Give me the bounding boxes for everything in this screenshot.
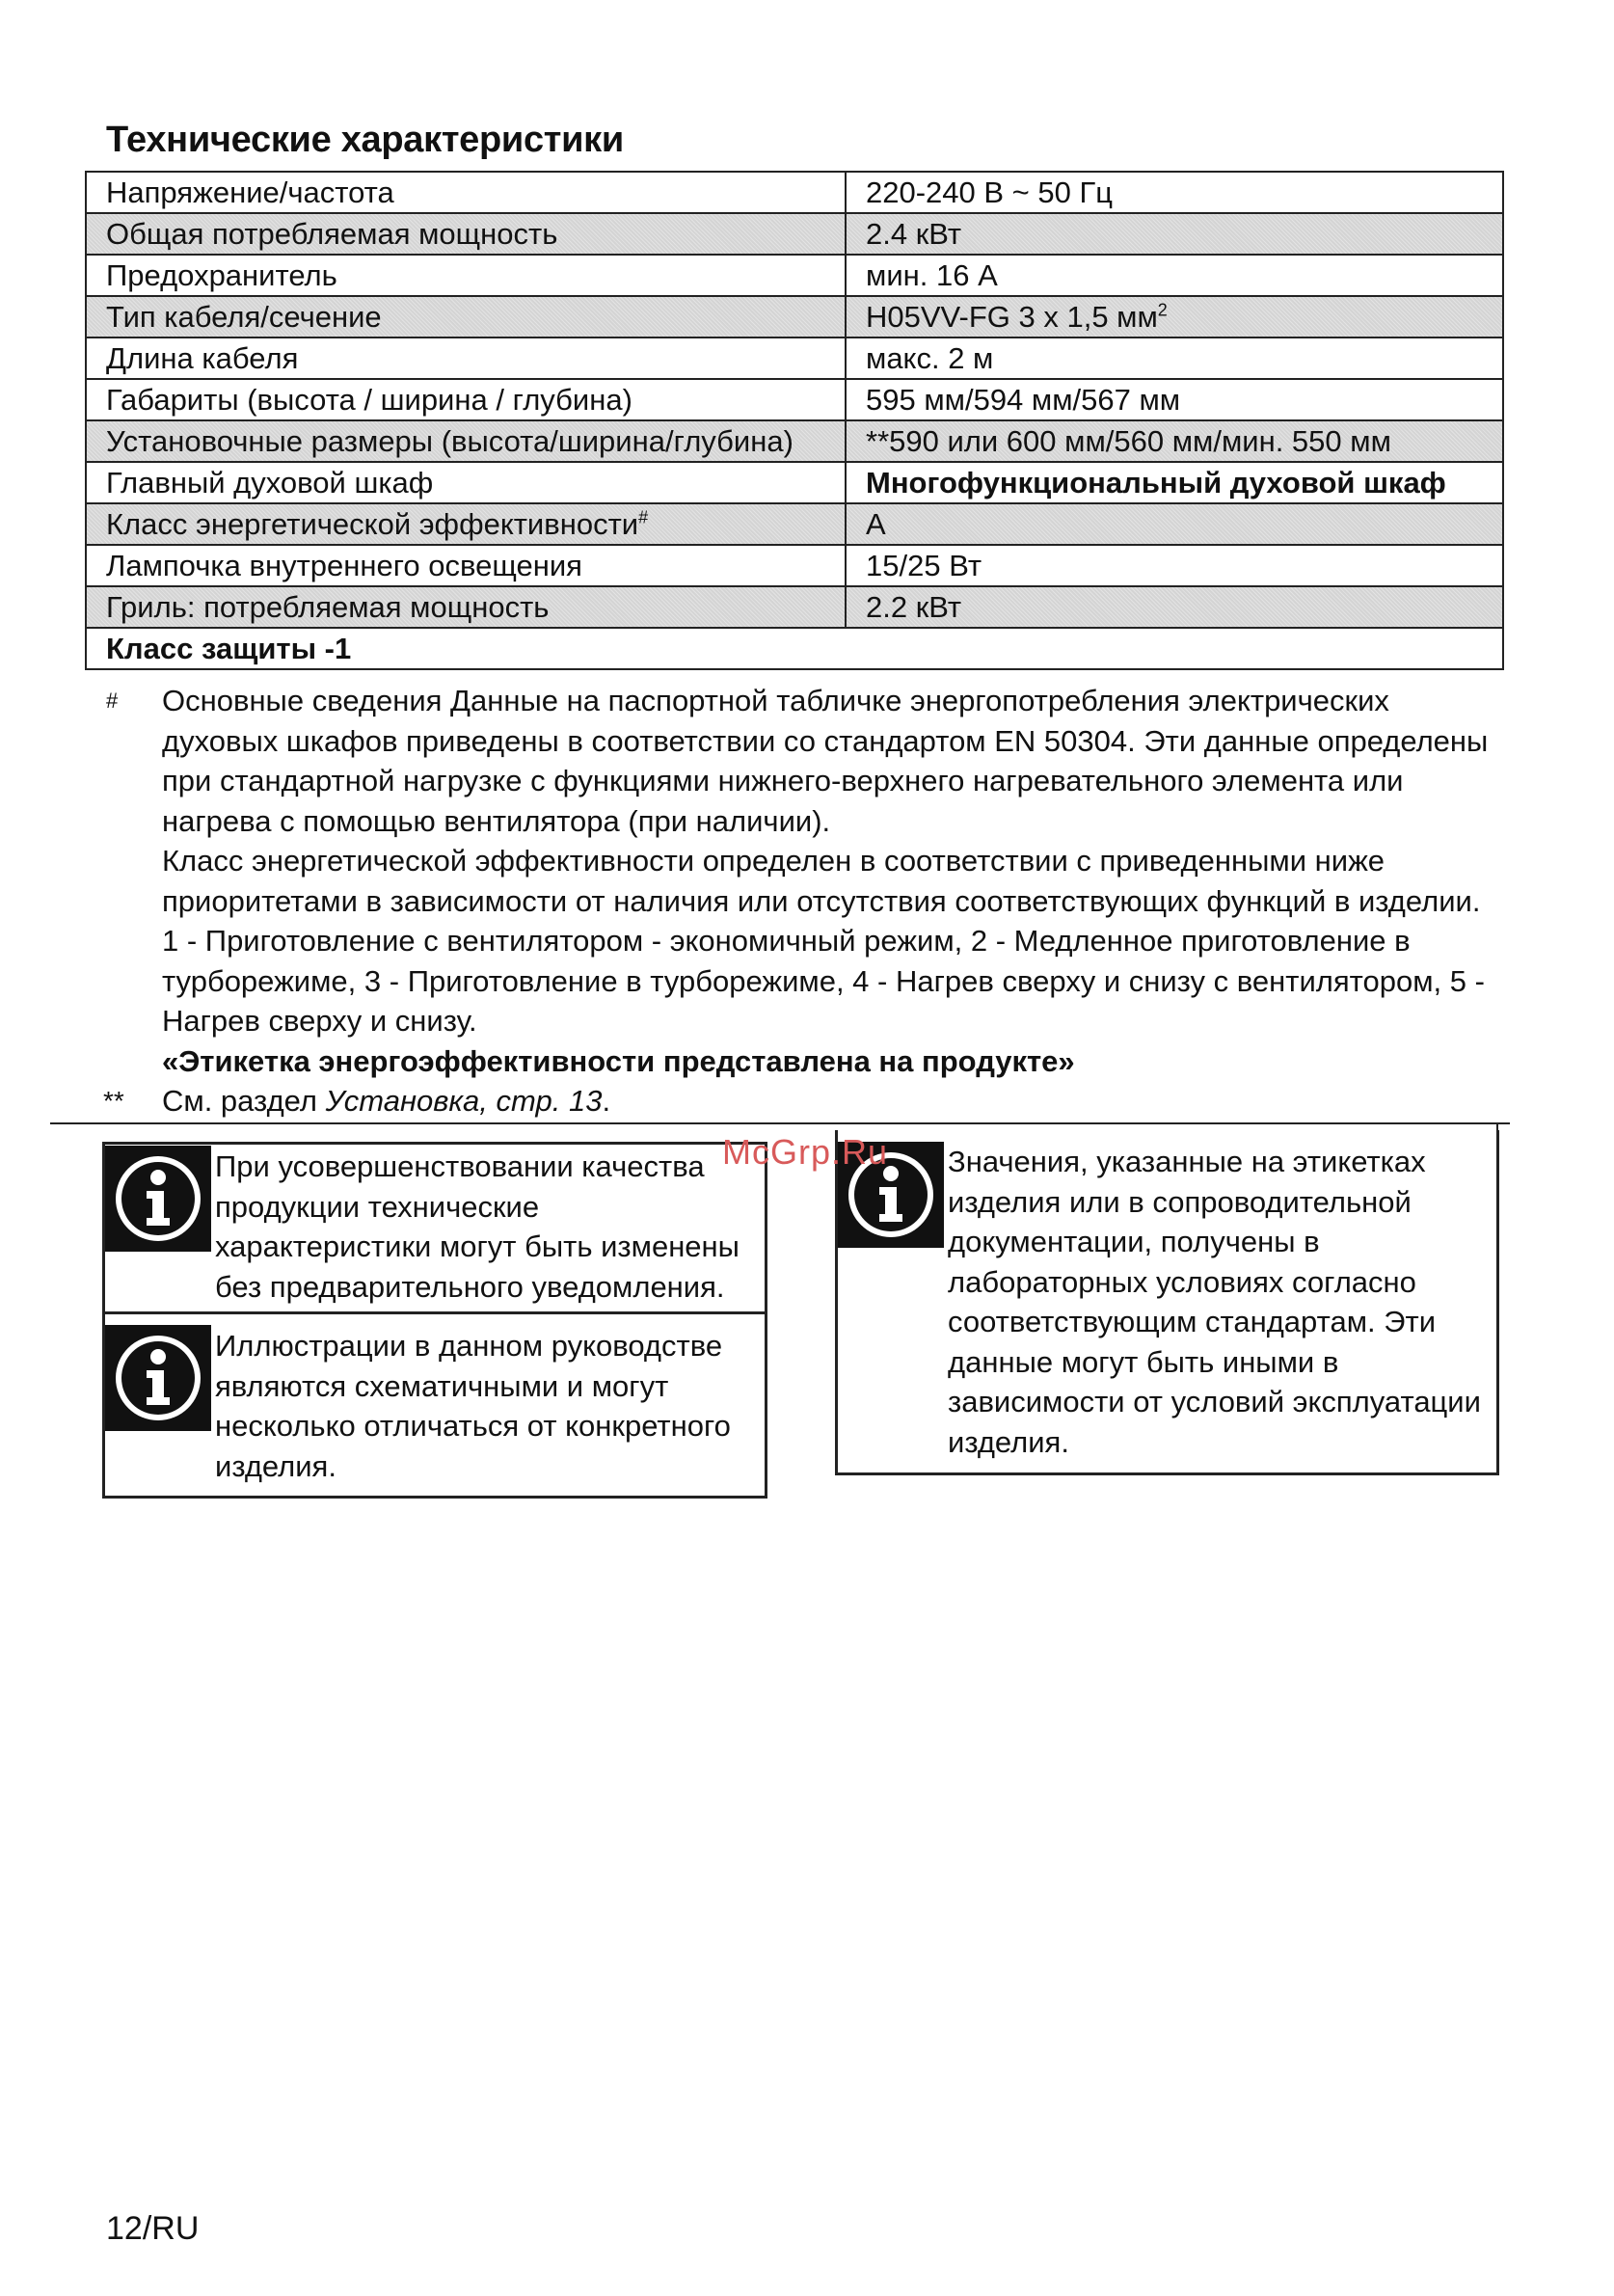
spec-value: **590 или 600 мм/560 мм/мин. 550 мм xyxy=(846,420,1503,462)
notes-box-right xyxy=(835,1130,1499,1475)
energy-label-note: «Этикетка энергоэффективности представлена на продукте» xyxy=(162,1043,1075,1078)
spec-value: A xyxy=(846,503,1503,545)
info-icon xyxy=(105,1325,211,1431)
note-illustrations-text: Иллюстрации в данном руководстве являются схематичными и могут несколько отличаться от конкретного изделия. xyxy=(215,1329,731,1483)
note-label-values xyxy=(838,1130,1496,1462)
spec-row xyxy=(86,213,1503,255)
spec-row xyxy=(86,420,1503,462)
info-icon xyxy=(105,1146,211,1252)
spec-label: Установочные размеры (высота/ширина/глубина) xyxy=(86,420,846,462)
note-illustrations xyxy=(105,1314,765,1486)
footnote-hash-text-2: Класс энергетической эффективности определен в соответствии с приведенными ниже приоритетами в зависимости от наличия или отсутствия соответствующих функций в изделии. 1 - Приготовление с вентилятором - экономичный режим, 2 - Медленное приготовление в турборежиме, 3 - Приготовление в турборежиме, 4 - Нагрев сверху и снизу с вентилятором, 5 - Нагрев сверху и снизу. xyxy=(162,844,1485,1038)
spec-row xyxy=(86,545,1503,586)
spec-row xyxy=(86,296,1503,338)
spec-label: Класс энергетической эффективности# xyxy=(86,503,846,545)
spec-label: Длина кабеля xyxy=(86,338,846,379)
spec-row xyxy=(86,172,1503,213)
spec-value: 595 мм/594 мм/567 мм xyxy=(846,379,1503,420)
page-title: Технические характеристики xyxy=(106,120,624,160)
footnote-star xyxy=(103,1081,1494,1121)
spec-label: Общая потребляемая мощность xyxy=(86,213,846,255)
page-number: 12/RU xyxy=(106,2210,200,2247)
watermark: McGrp.Ru xyxy=(722,1132,889,1172)
spec-row-protection-class xyxy=(86,628,1503,669)
spec-value: мин. 16 А xyxy=(846,255,1503,296)
spec-value: 2.2 кВт xyxy=(846,586,1503,628)
protection-class: Класс защиты -1 xyxy=(86,628,1503,669)
spec-row xyxy=(86,338,1503,379)
spec-label: Предохранитель xyxy=(86,255,846,296)
spec-label: Лампочка внутреннего освещения xyxy=(86,545,846,586)
footnote-star-mark: ** xyxy=(103,1086,124,1116)
note-label-values-text: Значения, указанные на этикетках изделия или в сопроводительной документации, получены в лабораторных условиях согласно соответствующим стандартам. Эти данные могут быть иными в зависимости от условий эксплуатации изделия. xyxy=(948,1145,1481,1459)
footnote-star-suffix: . xyxy=(602,1084,611,1118)
spec-row xyxy=(86,255,1503,296)
spec-value: Многофункциональный духовой шкаф xyxy=(846,462,1503,503)
spec-value: H05VV-FG 3 x 1,5 $мм^2$ xyxy=(846,296,1503,338)
spec-value: 2.4 кВт xyxy=(846,213,1503,255)
spec-row xyxy=(86,379,1503,420)
spec-value: макс. 2 м xyxy=(846,338,1503,379)
footnote-star-ref: Установка, стр. 13 xyxy=(325,1084,603,1118)
spec-row xyxy=(86,503,1503,545)
footnote-hash-mark: # xyxy=(106,689,119,713)
spec-row xyxy=(86,462,1503,503)
spec-label: Гриль: потребляемая мощность xyxy=(86,586,846,628)
spec-label: Главный духовой шкаф xyxy=(86,462,846,503)
notes-box-left xyxy=(102,1142,767,1499)
spec-table xyxy=(85,171,1504,670)
footnote-hash-text-1: Основные сведения Данные на паспортной табличке энергопотребления электрических духовых шкафов приведены в соответствии со стандартом EN 50304. Эти данные определены при стандартной нагрузке с функциями нижнего-верхнего нагревательного элемента или нагрева с помощью вентилятора (при наличии). xyxy=(162,684,1489,838)
spec-label: Тип кабеля/сечение xyxy=(86,296,846,338)
spec-value: 220-240 В ~ 50 Гц xyxy=(846,172,1503,213)
section-divider xyxy=(50,1122,1510,1124)
note-improvements-text: При усовершенствовании качества продукции технические характеристики могут быть изменены без предварительного уведомления. xyxy=(215,1149,740,1304)
spec-label: Габариты (высота / ширина / глубина) xyxy=(86,379,846,420)
footnote-hash xyxy=(106,681,1494,1081)
spec-value: 15/25 Вт xyxy=(846,545,1503,586)
footnote-star-prefix: См. раздел xyxy=(162,1084,326,1118)
spec-label: Напряжение/частота xyxy=(86,172,846,213)
spec-row xyxy=(86,586,1503,628)
note-improvements xyxy=(105,1145,765,1314)
footnotes xyxy=(103,681,1494,1121)
